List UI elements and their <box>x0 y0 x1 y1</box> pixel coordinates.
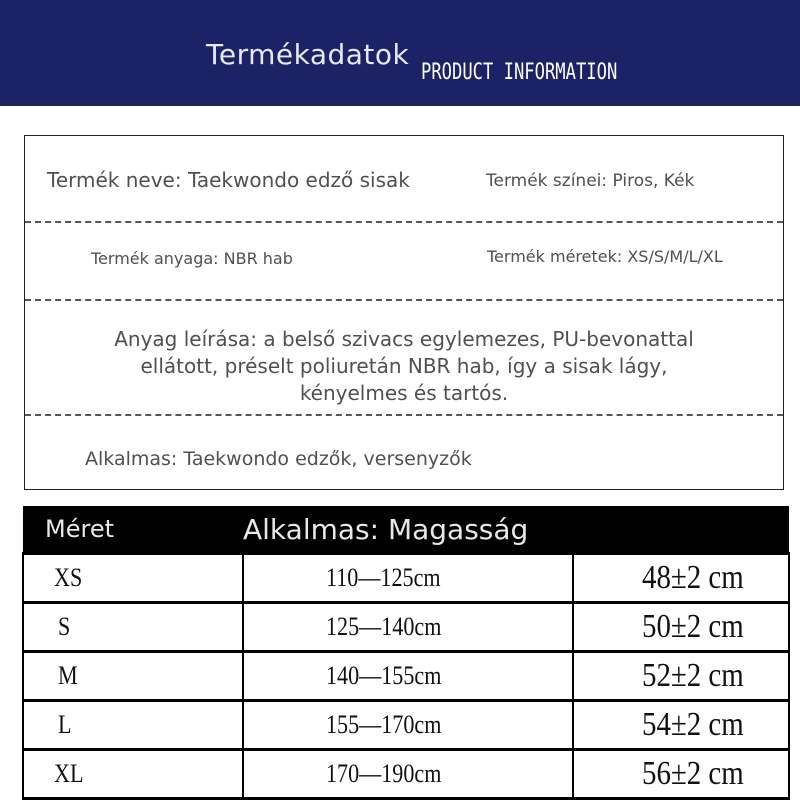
size-cell: S <box>58 612 71 641</box>
height-cell: 170—190cm <box>326 759 442 788</box>
product-info-box <box>24 135 784 490</box>
divider <box>25 414 783 416</box>
size-table-header <box>23 506 789 554</box>
suitable-for: Alkalmas: Taekwondo edzők, versenyzők <box>85 448 472 470</box>
table-row <box>23 750 789 799</box>
header-banner <box>0 0 800 106</box>
divider <box>25 221 783 223</box>
height-cell: 155—170cm <box>326 710 442 739</box>
divider <box>25 299 783 301</box>
height-cell: 140—155cm <box>326 661 442 690</box>
description-line: kényelmes és tartós. <box>299 381 509 405</box>
header-size: Méret <box>23 506 243 554</box>
height-cell: 110—125cm <box>326 563 441 592</box>
product-sizes: Termék méretek: XS/S/M/L/XL <box>487 247 723 266</box>
header-title: Termékadatok <box>206 38 410 71</box>
table-row <box>23 701 789 750</box>
header-height: Alkalmas: Magasság <box>243 506 573 554</box>
size-table <box>22 506 790 800</box>
product-name: Termék neve: Taekwondo edző sisak <box>47 168 410 192</box>
material-description <box>25 326 783 407</box>
circumference-cell: 48±2 cm <box>642 559 744 596</box>
circumference-cell: 54±2 cm <box>642 706 744 743</box>
table-row <box>23 554 789 603</box>
size-cell: M <box>58 661 78 690</box>
height-cell: 125—140cm <box>326 612 442 641</box>
size-cell: XS <box>54 563 83 592</box>
product-material: Termék anyaga: NBR hab <box>91 249 293 268</box>
circumference-cell: 52±2 cm <box>642 657 744 694</box>
description-line: Anyag leírása: a belső szivacs egylemezes, PU-bevonattal <box>114 327 694 351</box>
header-circumference <box>573 506 789 554</box>
size-cell: L <box>58 710 72 739</box>
table-row <box>23 603 789 652</box>
circumference-cell: 50±2 cm <box>642 608 744 645</box>
description-line: ellátott, préselt poliuretán NBR hab, így a sisak lágy, <box>140 354 668 378</box>
size-cell: XL <box>54 759 84 788</box>
table-row <box>23 652 789 701</box>
product-colors: Termék színei: Piros, Kék <box>486 171 695 191</box>
circumference-cell: 56±2 cm <box>642 755 744 792</box>
header-subtitle: PRODUCT INFORMATION <box>421 60 618 85</box>
